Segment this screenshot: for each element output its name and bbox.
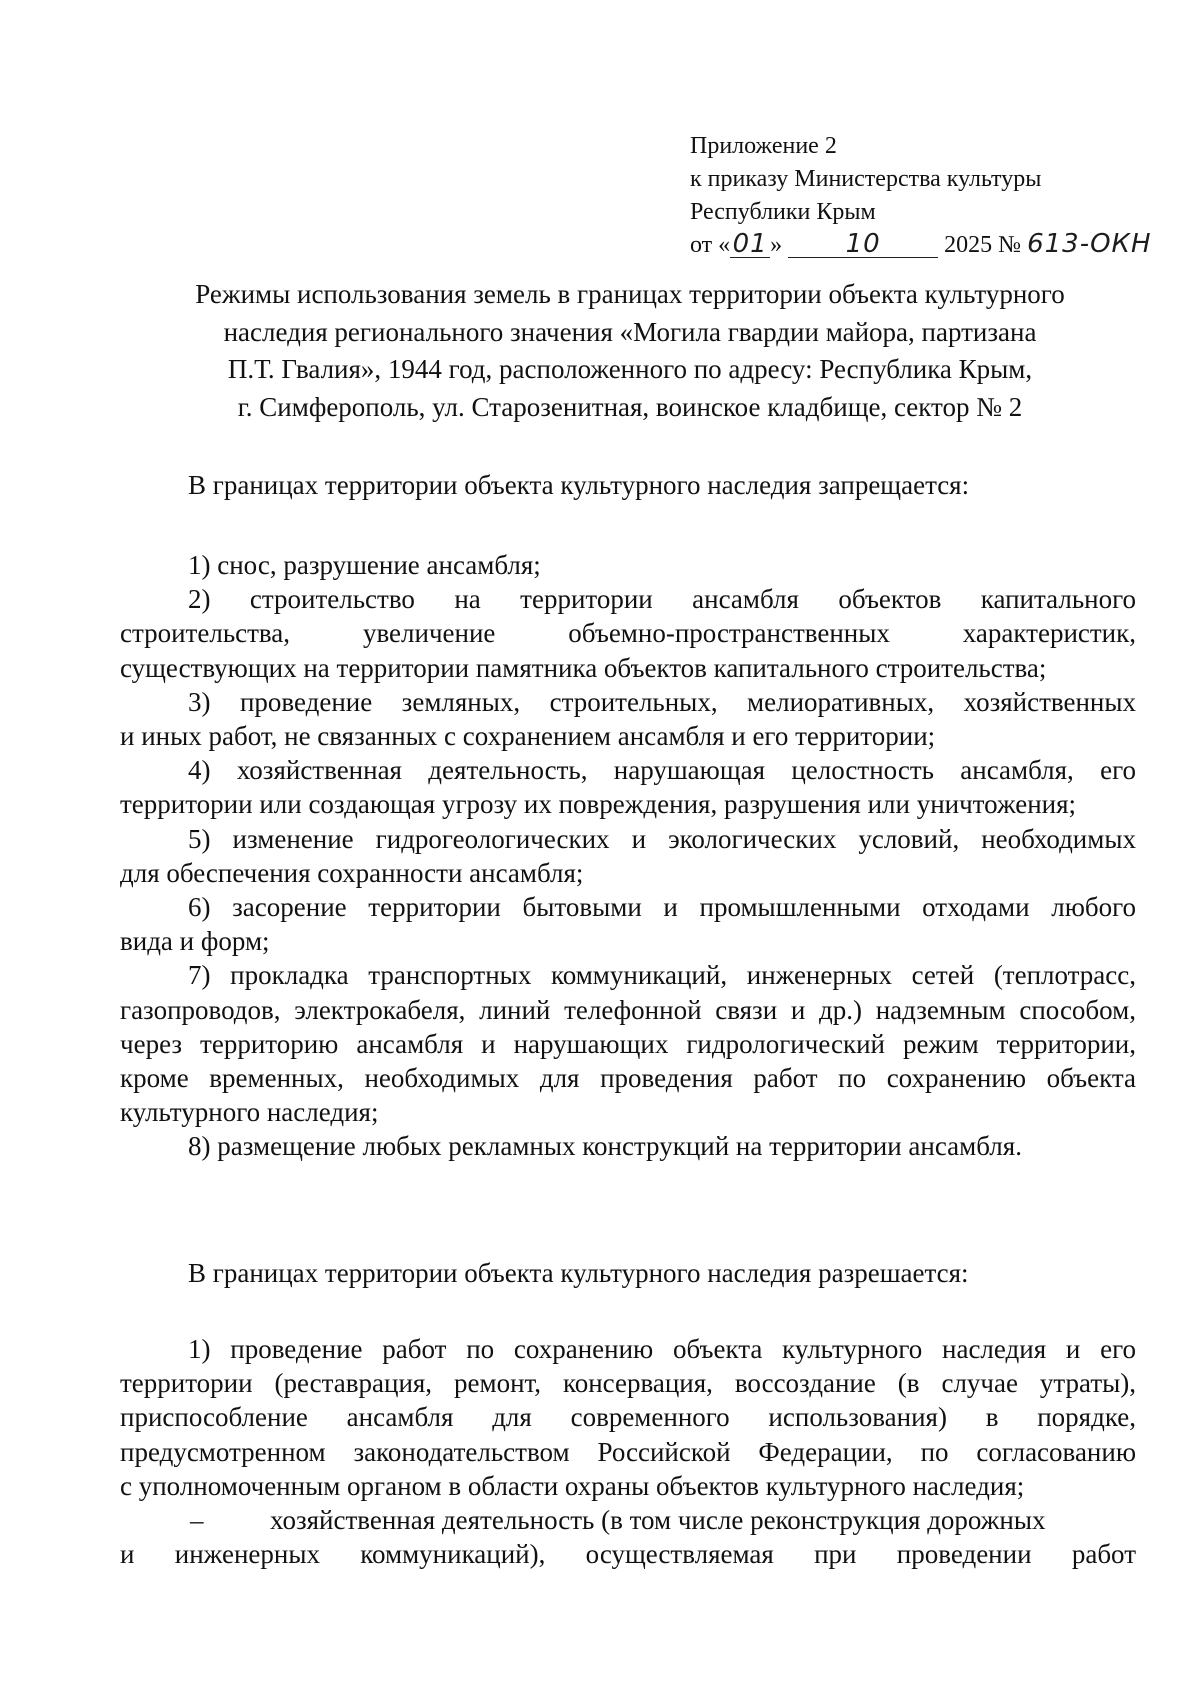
list-item [120,1332,1136,1503]
list-item [120,958,1136,1129]
list-item [120,685,1136,753]
item-line: кроме временных, необходимых для проведения работ по сохранению объекта [120,1063,1136,1094]
item-line: 1) проведение работ по сохранению объекта культурного наследия и его [188,1334,1136,1364]
date-year-number: 2025 № [944,232,1022,258]
date-month-field [788,229,938,259]
item-line: 1) снос, разрушение ансамбля; [188,550,541,580]
document-title [130,276,1130,426]
item-line: газопроводов, электрокабеля, линий телефонной связи и др.) надземным способом, [120,994,1136,1025]
item-line [120,1503,1136,1537]
item-line: вида и форм; [120,926,270,957]
item-line: территории (реставрация, ремонт, консервация, воссоздание (в случае утраты), [120,1368,1136,1399]
permitted-heading: В границах территории объекта культурного наследия разрешается: [188,1258,969,1288]
prohibited-list [120,548,1136,1164]
handwritten-order-number: 613-ОКН [1027,229,1152,259]
dash-marker: – [190,1505,204,1536]
item-line: 8) размещение любых рекламных конструкций на территории ансамбля. [188,1131,1022,1162]
item-line: 4) хозяйственная деятельность, нарушающая целостность ансамбля, его [188,755,1136,786]
title-line: г. Симферополь, ул. Старозенитная, воинское кладбище, сектор № 2 [237,391,1023,422]
list-item [120,890,1136,958]
prohibited-heading: В границах территории объекта культурного наследия запрещается: [188,470,970,500]
item-line: с уполномоченным органом в области охраны объектов культурного наследия; [120,1470,1025,1501]
item-line: для обеспечения сохранности ансамбля; [120,857,584,888]
handwritten-day: 01 [732,229,768,259]
item-line: через территорию ансамбля и нарушающих гидрологический режим территории, [120,1028,1136,1059]
item-line: строительства, увеличение объемно-пространственных характеристик, [120,618,1136,649]
list-item [120,548,1136,582]
list-item [120,753,1136,821]
date-day-field [730,229,770,259]
item-line: территории или создающая угрозу их повреждения, разрушения или уничтожения; [120,789,1077,820]
dash-item-text: хозяйственная деятельность (в том числе реконструкция дорожных [270,1505,1046,1536]
item-line: и иных работ, не связанных с сохранением ансамбля и его территории; [120,721,936,752]
appendix-region: Республики Крым [690,199,876,225]
item-line: и инженерных коммуникаций), осуществляемая при проведении работ [120,1539,1136,1570]
list-item [120,822,1136,890]
item-line: 3) проведение земляных, строительных, мелиоративных, хозяйственных [188,686,1136,717]
appendix-block [690,130,1160,262]
permitted-list [120,1332,1136,1571]
title-line: Режимы использования земель в границах территории объекта культурного [195,279,1065,309]
list-item [120,1129,1136,1163]
item-line: предусмотренном законодательством Российской Федерации, по согласованию [120,1436,1136,1467]
appendix-date-line [690,229,1160,262]
item-line: 2) строительство на территории ансамбля объектов капитального [188,584,1136,615]
appendix-order-ref: к приказу Министерства культуры [690,166,1042,192]
item-line: культурного наследия; [120,1097,379,1128]
item-line: 7) прокладка транспортных коммуникаций, инженерных сетей (теплотрасс, [188,960,1136,991]
appendix-label: Приложение 2 [690,133,837,159]
item-line: 5) изменение гидрогеологических и экологических условий, необходимых [188,823,1136,854]
title-line: наследия регионального значения «Могила гвардии майора, партизана [223,316,1037,347]
title-line: П.Т. Гвалия», 1944 год, расположенного по адресу: Республика Крым, [227,354,1033,384]
handwritten-month: 10 [845,229,881,259]
item-line: существующих на территории памятника объектов капитального строительства; [120,652,1047,683]
item-line: 6) засорение территории бытовыми и промышленными отходами любого [188,892,1136,923]
date-mid: » [770,232,783,258]
date-prefix: от « [690,232,731,258]
item-line: приспособление ансамбля для современного использования) в порядке, [120,1402,1136,1433]
order-number-field [1027,229,1152,259]
dash-list-item [120,1503,1136,1571]
list-item [120,582,1136,685]
